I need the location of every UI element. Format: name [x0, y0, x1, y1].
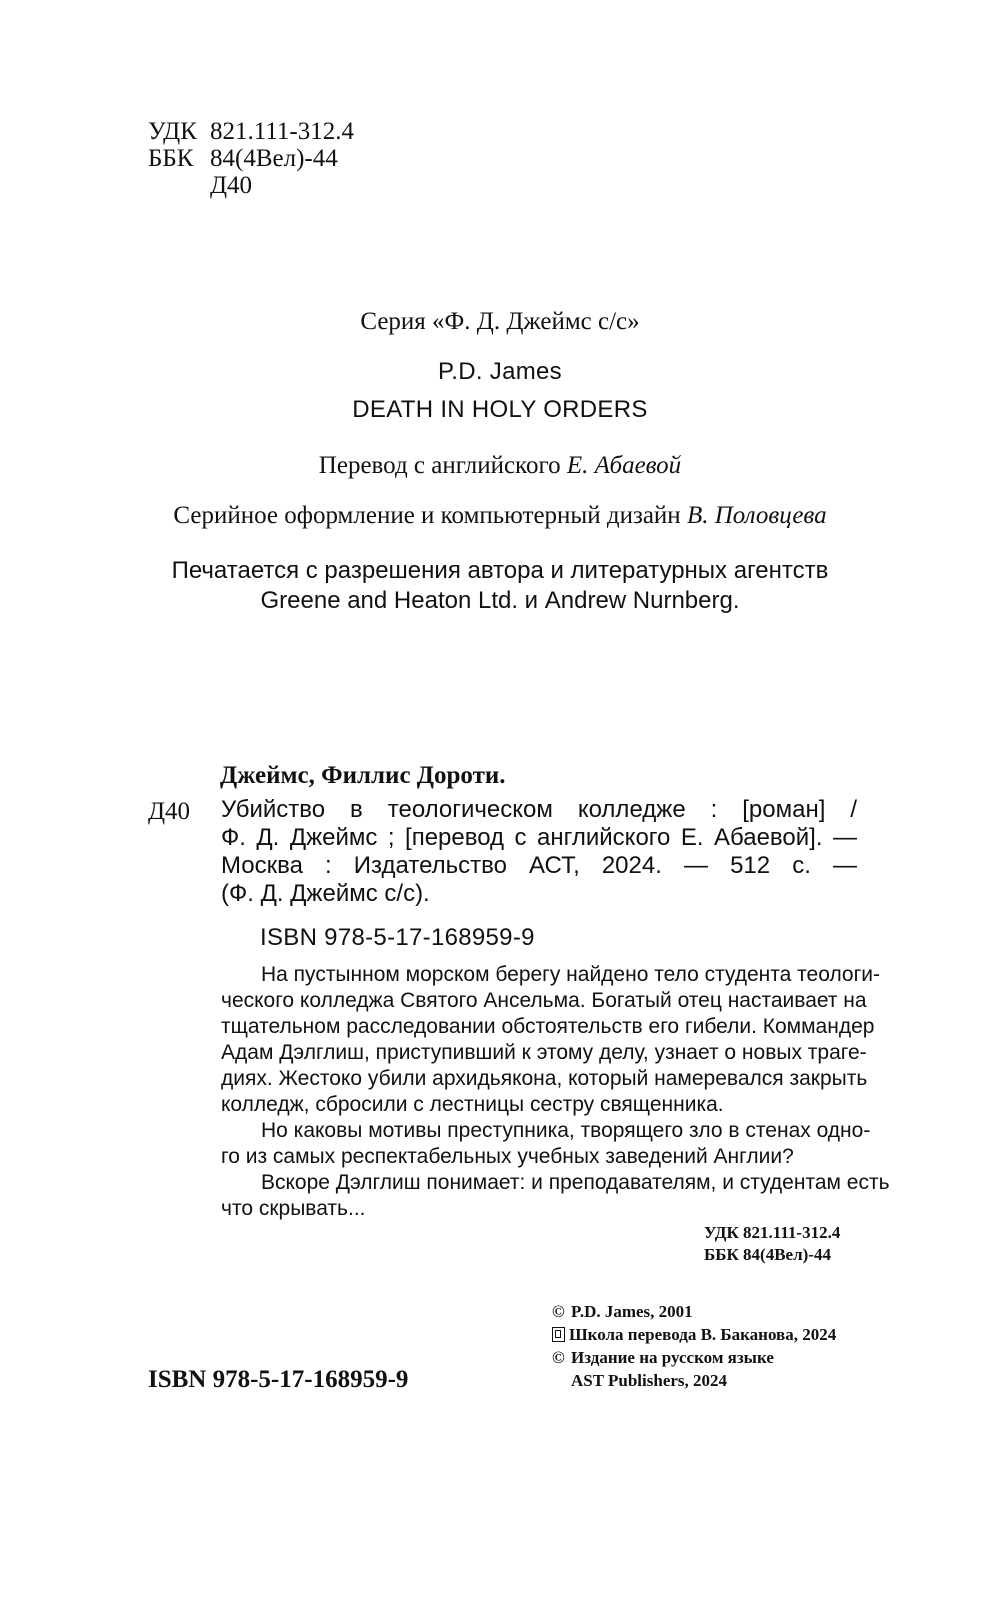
- annotation-line: Вскоре Дэлглиш понимает: и преподавателям, и студентам есть: [261, 1171, 890, 1194]
- copyright-line-1: P.D. James, 2001: [571, 1302, 693, 1321]
- classification-codes: [148, 118, 354, 199]
- permission-note: [0, 556, 1000, 616]
- annotation-line: ческого колледжа Святого Ансельма. Богатый отец настаивает на: [221, 989, 867, 1012]
- copyright-line-2: Школа перевода В. Баканова, 2024: [569, 1325, 837, 1344]
- original-title: DEATH IN HOLY ORDERS: [352, 396, 648, 423]
- permission-line-1: Печатается с разрешения автора и литературных агентств: [171, 557, 829, 584]
- design-credit: [0, 502, 1000, 530]
- catalog-mark: Д40: [148, 798, 191, 825]
- annotation-line: колледж, сбросили с лестницы сестру священника.: [221, 1093, 724, 1116]
- catalog-author: Джеймс, Филлис Дороти.: [220, 762, 506, 789]
- annotation-line: диях. Жестоко убили архидьякона, который намеревался закрыть: [221, 1067, 868, 1090]
- catalog-isbn: ISBN 978-5-17-168959-9: [260, 924, 535, 951]
- translation-prefix: Перевод с английского: [318, 452, 561, 479]
- series-line: Серия «Ф. Д. Джеймс с/с»: [360, 308, 640, 335]
- annotation-paragraph-3: [221, 1170, 890, 1222]
- school-logo-icon: [552, 1327, 565, 1342]
- catalog-line-3: Москва : Издательство АСТ, 2024. — 512 с. —: [221, 852, 857, 879]
- copyright-line-4: AST Publishers, 2024: [571, 1371, 728, 1390]
- author-mark: Д40: [210, 172, 253, 199]
- isbn-bottom: ISBN 978-5-17-168959-9: [148, 1366, 409, 1393]
- copyright-icon: ©: [552, 1348, 565, 1367]
- bbk-value: 84(4Вел)-44: [210, 145, 338, 172]
- annotation-line: тщательном расследовании обстоятельств его гибели. Коммандер: [221, 1015, 875, 1038]
- catalog-line-2: Ф. Д. Джеймс ; [перевод с английского Е. Абаевой]. —: [221, 824, 857, 851]
- designer-name: В. Половцева: [686, 502, 827, 529]
- bbk-bold: ББК 84(4Вел)-44: [704, 1245, 831, 1264]
- annotation-paragraph-2: [221, 1118, 871, 1170]
- classification-codes-bold: [704, 1222, 840, 1266]
- catalog-line-4: (Ф. Д. Джеймс с/с).: [221, 880, 430, 907]
- catalog-description: [221, 796, 857, 908]
- design-prefix: Серийное оформление и компьютерный дизайн: [173, 502, 681, 529]
- annotation-line: что скрывать...: [221, 1197, 366, 1220]
- udk-label: УДК: [148, 118, 197, 145]
- annotation-line: Но каковы мотивы преступника, творящего зло в стенах одно-: [261, 1119, 871, 1142]
- udk-value: 821.111-312.4: [210, 118, 354, 145]
- bbk-label: ББК: [148, 145, 194, 172]
- copyright-line-3: Издание на русском языке: [571, 1348, 774, 1367]
- permission-line-2: Greene and Heaton Ltd. и Andrew Nurnberg.: [260, 587, 740, 614]
- annotation-line: На пустынном морском берегу найдено тело студента теологи-: [261, 963, 880, 986]
- udk-bold: УДК 821.111-312.4: [704, 1223, 841, 1242]
- translator-name: Е. Абаевой: [566, 452, 682, 479]
- catalog-line-1: Убийство в теологическом колледже : [роман] /: [221, 796, 857, 823]
- original-author: P.D. James: [438, 358, 562, 385]
- annotation-line: го из самых респектабельных учебных заведений Англии?: [221, 1145, 794, 1168]
- copyright-icon: ©: [552, 1302, 565, 1321]
- copyright-block: [552, 1300, 836, 1392]
- translation-credit: [0, 452, 1000, 480]
- annotation: [221, 962, 890, 1222]
- annotation-line: Адам Дэлглиш, приступивший к этому делу, узнает о новых траге-: [221, 1041, 867, 1064]
- annotation-paragraph-1: [221, 962, 880, 1118]
